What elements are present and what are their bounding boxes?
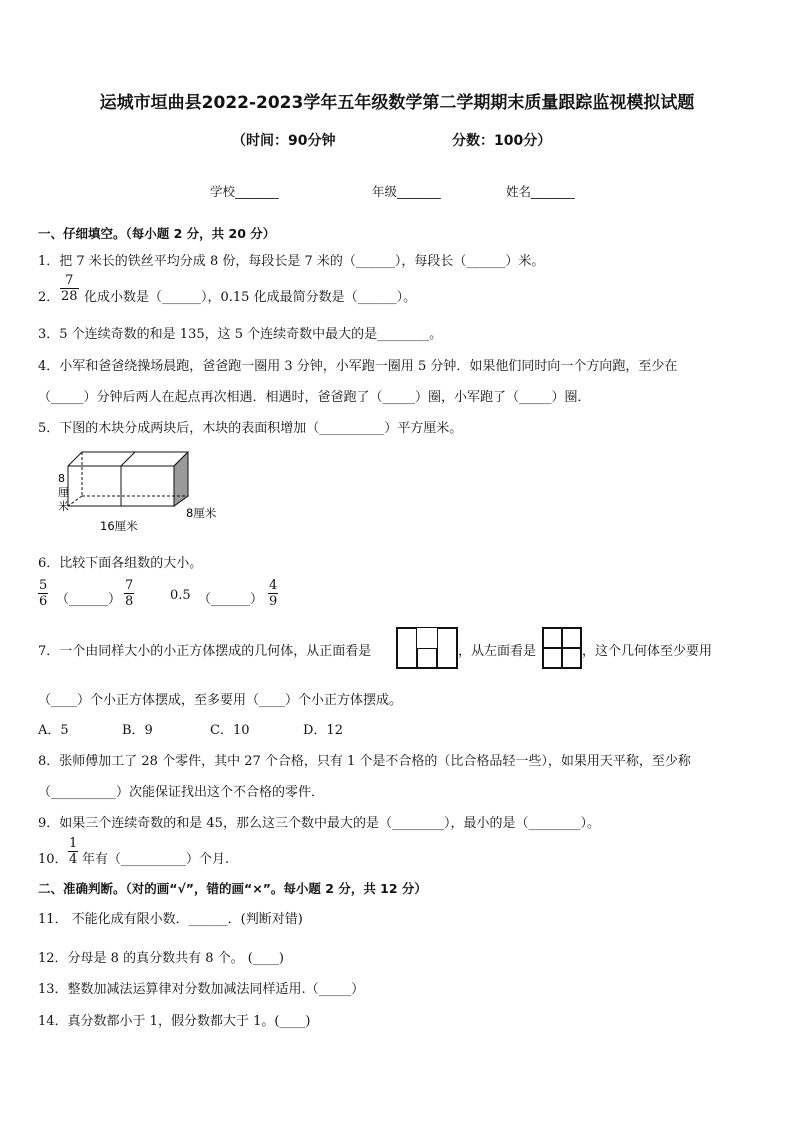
compare-blank-1: （______） bbox=[56, 592, 122, 607]
block-height-unit2: 米 bbox=[58, 500, 69, 513]
question-13: 13．整数加减法运算律对分数加减法同样适用.（_____） bbox=[38, 982, 365, 997]
name-field: 姓名_______ bbox=[506, 184, 575, 199]
option-d: D．12 bbox=[303, 723, 343, 738]
block-height-number: 8 bbox=[58, 472, 65, 485]
question-12: 12．分母是 8 的真分数共有 8 个。 (____) bbox=[38, 951, 284, 966]
fraction-numerator: 7 bbox=[65, 273, 74, 288]
fraction-denominator: 8 bbox=[125, 594, 134, 609]
question-7-line2: （____）个小正方体摆成，至多要用（____）个小正方体摆成。 bbox=[38, 693, 403, 708]
option-c: C．10 bbox=[210, 723, 250, 738]
block-outline bbox=[68, 452, 188, 506]
grid-cell bbox=[543, 628, 562, 648]
question-5: 5．下图的木块分成两块后，木块的表面积增加（__________）平方厘米。 bbox=[38, 421, 463, 436]
fraction-5-6 bbox=[38, 578, 48, 609]
fraction-denominator: 28 bbox=[61, 289, 78, 304]
left-view-grid bbox=[542, 627, 582, 669]
question-6: 6．比较下面各组数的大小。 bbox=[38, 556, 203, 571]
fraction-numerator: 4 bbox=[269, 578, 278, 593]
question-2-prefix: 2． bbox=[38, 290, 60, 305]
block-length-label: 16厘米 bbox=[100, 519, 138, 533]
fraction-denominator: 4 bbox=[69, 852, 78, 867]
grid-cell bbox=[562, 648, 581, 668]
block-width-label: 8厘米 bbox=[186, 506, 217, 520]
question-9: 9．如果三个连续奇数的和是 45，那么这三个数中最大的是（________），最小的是（________）。 bbox=[38, 816, 600, 831]
school-field: 学校_______ bbox=[210, 184, 279, 199]
question-4-line2: （_____）分钟后两人在起点再次相遇．相遇时，爸爸跑了（_____）圈，小军跑了（_____）圈． bbox=[38, 390, 591, 405]
fraction-denominator: 6 bbox=[39, 594, 48, 609]
fraction-numerator: 5 bbox=[39, 578, 48, 593]
question-10-prefix: 10． bbox=[38, 852, 68, 867]
block-right-face bbox=[174, 452, 188, 506]
wooden-block-figure bbox=[54, 444, 234, 536]
block-height-unit1: 厘 bbox=[58, 486, 69, 499]
grid-cell bbox=[543, 648, 562, 668]
question-8-line2: （__________）次能保证找出这个不合格的零件． bbox=[38, 785, 325, 800]
question-3: 3．5 个连续奇数的和是 135，这 5 个连续奇数中最大的是________。 bbox=[38, 327, 443, 342]
exam-title: 运城市垣曲县2022-2023学年五年级数学第二学期期末质量跟踪监视模拟试题 bbox=[99, 93, 695, 113]
question-14: 14．真分数都小于 1，假分数都大于 1。(____) bbox=[38, 1014, 311, 1029]
fraction-7-28 bbox=[60, 273, 79, 304]
grid-cell bbox=[417, 648, 437, 668]
front-view-grid bbox=[396, 627, 458, 669]
question-7-part2: ，从左面看是 bbox=[458, 644, 537, 659]
fraction-numerator: 7 bbox=[125, 578, 134, 593]
question-4-line1: 4．小军和爸爸绕操场晨跑，爸爸跑一圈用 3 分钟，小军跑一圈用 5 分钟．如果他们同时向一个方向跑，至少在 bbox=[38, 359, 678, 374]
compare-blank-2: （______） bbox=[198, 592, 264, 607]
compare-decimal: 0.5 bbox=[170, 588, 191, 603]
section2-heading: 二、准确判断。（对的画“√”，错的画“×”。每小题 2 分，共 12 分） bbox=[38, 881, 427, 896]
question-10-text: 年有（__________）个月. bbox=[82, 852, 230, 867]
question-8-line1: 8．张师傅加工了 28 个零件，其中 27 个合格，只有 1 个是不合格的（比合格品轻一些），如果用天平称，至少称 bbox=[38, 754, 691, 769]
grid-cell bbox=[437, 628, 457, 668]
question-1: 1．把 7 米长的铁丝平均分成 8 份，每段长是 7 米的（______），每段长（______）米。 bbox=[38, 254, 545, 269]
exam-score: 分数：100分） bbox=[452, 133, 552, 149]
option-b: B．9 bbox=[122, 723, 153, 738]
exam-time: （时间：90分钟 bbox=[232, 133, 336, 149]
block-cut-top bbox=[121, 452, 135, 466]
fraction-7-8 bbox=[124, 578, 134, 609]
grid-cell bbox=[397, 628, 417, 668]
fraction-1-4 bbox=[68, 836, 78, 867]
block-hidden-diagonal bbox=[68, 496, 82, 506]
fraction-denominator: 9 bbox=[269, 594, 278, 609]
grade-field: 年级_______ bbox=[372, 184, 441, 199]
fraction-numerator: 1 bbox=[69, 836, 78, 851]
question-7-part1: 7．一个由同样大小的小正方体摆成的几何体，从正面看是 bbox=[38, 644, 372, 659]
section1-heading: 一、仔细填空。（每小题 2 分，共 20 分） bbox=[38, 226, 276, 241]
question-7-part3: ，这个几何体至少要用 bbox=[582, 644, 713, 659]
fraction-4-9 bbox=[268, 578, 278, 609]
grid-cell bbox=[562, 628, 581, 648]
question-11: 11． 不能化成有限小数．______．(判断对错) bbox=[38, 912, 303, 927]
option-a: A．5 bbox=[38, 723, 69, 738]
question-2-text: 化成小数是（______），0.15 化成最简分数是（______）。 bbox=[84, 290, 417, 305]
